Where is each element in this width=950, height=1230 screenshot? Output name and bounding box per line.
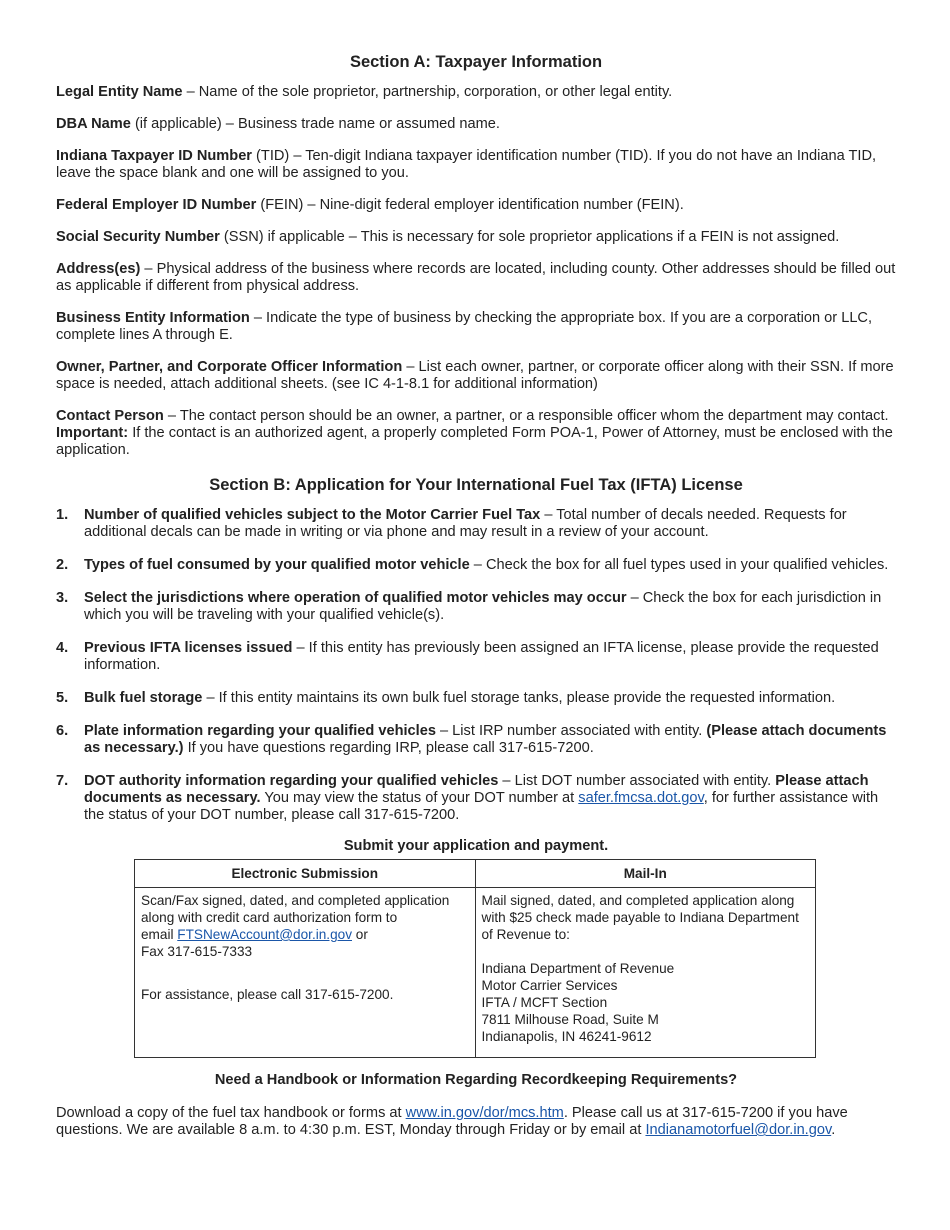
address-line: Indianapolis, IN 46241-9612: [481, 1029, 652, 1044]
list-item: [56, 640, 896, 674]
document-content: [56, 52, 896, 1154]
entry-fein: [56, 197, 896, 214]
list-item: [56, 557, 896, 574]
fax-number: Fax 317-615-7333: [141, 944, 253, 959]
entry-term: Legal Entity Name: [56, 84, 183, 100]
entry-important-note: [56, 425, 896, 459]
item-text-continued: You may view the status of your DOT number at: [260, 790, 579, 806]
electronic-submission-cell: [135, 888, 476, 1058]
submission-table: [134, 859, 816, 1058]
entry-term: Address(es): [56, 261, 141, 277]
entry-text: – Physical address of the business where records are located, including county. Other addresses should be filled out as applicable if different from physical address.: [56, 261, 896, 294]
handbook-title: Need a Handbook or Information Regarding Recordkeeping Requirements?: [214, 1072, 738, 1088]
item-text-end: , for further assistance with the status of your DOT number, please call 317-615-7200.: [84, 790, 879, 823]
entry-text: (TID) – Ten-digit Indiana taxpayer identification number (TID). If you do not have an Indiana TID, leave the space blank and one will be assigned to you.: [56, 148, 877, 181]
handbook-text-end: .: [831, 1122, 836, 1138]
item-term: Select the jurisdictions where operation of qualified motor vehicles may occur: [84, 590, 627, 606]
entry-text: If the contact is an authorized agent, a properly completed Form POA-1, Power of Attorney, must be enclosed with the application.: [56, 425, 893, 458]
handbook-text-middle: . Please call us at 317-615-7200 if you have questions. We are available 8 a.m. to 4:30 p.m. EST, Monday through Friday or by email at: [56, 1105, 848, 1138]
address-line: Motor Carrier Services: [481, 978, 618, 993]
item-text: – Check the box for all fuel types used in your qualified vehicles.: [469, 557, 889, 573]
spacer: [482, 943, 810, 960]
mail-instructions: Mail signed, dated, and completed application along with $25 check made payable to Indiana Department of Revenue to:: [481, 893, 799, 942]
item-term: Bulk fuel storage: [84, 690, 203, 706]
entry-dba-name: [56, 116, 896, 133]
motorfuel-email-link[interactable]: Indianamotorfuel@dor.in.gov: [645, 1122, 832, 1138]
table-row: [135, 888, 816, 1058]
item-text: – If this entity maintains its own bulk fuel storage tanks, please provide the requested information.: [202, 690, 836, 706]
mcs-website-link[interactable]: www.in.gov/dor/mcs.htm: [405, 1105, 564, 1121]
mail-in-header: Mail-In: [475, 860, 816, 888]
address-line: Indiana Department of Revenue: [481, 961, 675, 976]
item-term: Types of fuel consumed by your qualified motor vehicle: [84, 557, 470, 573]
address-line: 7811 Milhouse Road, Suite M: [481, 1012, 659, 1027]
list-item: [56, 507, 896, 541]
entry-text: (FEIN) – Nine-digit federal employer identification number (FEIN).: [256, 197, 684, 213]
item-term: Number of qualified vehicles subject to the Motor Carrier Fuel Tax: [84, 507, 541, 523]
handbook-text: [56, 1105, 896, 1139]
entry-term: Important:: [56, 425, 129, 441]
spacer: [141, 960, 469, 986]
item-text: – Check the box for each jurisdiction in which you will be traveling with your qualified vehicle(s).: [84, 590, 882, 623]
entry-term: Business Entity Information: [56, 310, 250, 326]
handbook-text-start: Download a copy of the fuel tax handbook or forms at: [56, 1105, 406, 1121]
item-number: 7.: [56, 773, 69, 789]
item-term: DOT authority information regarding your qualified vehicles: [84, 773, 499, 789]
assistance-text: For assistance, please call 317-615-7200.: [141, 987, 394, 1002]
entry-term: Social Security Number: [56, 229, 220, 245]
entry-text: (if applicable) – Business trade name or assumed name.: [130, 116, 500, 132]
item-bold-note: (Please attach documents as necessary.): [84, 723, 887, 756]
submit-title: Submit your application and payment.: [343, 838, 609, 854]
mail-in-cell: [475, 888, 816, 1058]
item-number: 1.: [56, 507, 69, 523]
entry-term: Contact Person: [56, 408, 164, 424]
entry-term: Federal Employer ID Number: [56, 197, 257, 213]
entry-text: – List each owner, partner, or corporate officer along with their SSN. If more space is needed, attach additional sheets. (see IC 4-1-8.1 for additional information): [56, 359, 894, 392]
email-line: [141, 926, 469, 943]
address-line: IFTA / MCFT Section: [481, 995, 608, 1010]
list-item: [56, 723, 896, 757]
entry-text: – Name of the sole proprietor, partnership, corporation, or other legal entity.: [182, 84, 673, 100]
item-term: Plate information regarding your qualified vehicles: [84, 723, 436, 739]
item-number: 5.: [56, 690, 69, 706]
entry-text: (SSN) if applicable – This is necessary for sole proprietor applications if a FEIN is not assigned.: [219, 229, 840, 245]
list-item: [56, 590, 896, 624]
email-suffix: or: [352, 927, 368, 942]
entry-ssn: [56, 229, 896, 246]
entry-term: Indiana Taxpayer ID Number: [56, 148, 252, 164]
entry-business-entity: [56, 310, 896, 344]
entry-text: – The contact person should be an owner, a partner, or a responsible officer whom the department may contact.: [163, 408, 889, 424]
table-header-row: [135, 860, 816, 888]
list-item: [56, 773, 896, 824]
item-text: – Total number of decals needed. Requests for additional decals can be made in writing or via phone and may result in a review of your account.: [84, 507, 847, 540]
item-number: 3.: [56, 590, 69, 606]
entry-legal-entity-name: [56, 84, 896, 101]
entry-term: Owner, Partner, and Corporate Officer Information: [56, 359, 403, 375]
item-number: 4.: [56, 640, 69, 656]
item-text-continued: If you have questions regarding IRP, please call 317-615-7200.: [183, 740, 594, 756]
item-bold-note: Please attach documents as necessary.: [84, 773, 869, 806]
email-prefix: email: [141, 927, 178, 942]
entry-text: – Indicate the type of business by checking the appropriate box. If you are a corporation or LLC, complete lines A through E.: [56, 310, 873, 343]
entry-contact-person: [56, 408, 896, 425]
item-term: Previous IFTA licenses issued: [84, 640, 293, 656]
section-b-title: Section B: Application for Your International Fuel Tax (IFTA) License: [209, 476, 743, 494]
list-item: [56, 690, 896, 707]
section-a-title: Section A: Taxpayer Information: [349, 53, 603, 71]
electronic-submission-header: Electronic Submission: [135, 860, 476, 888]
item-text: – List DOT number associated with entity.: [498, 773, 776, 789]
item-number: 2.: [56, 557, 69, 573]
safer-fmcsa-link[interactable]: safer.fmcsa.dot.gov: [578, 790, 704, 806]
entry-owner-partner-officer: [56, 359, 896, 393]
entry-addresses: [56, 261, 896, 295]
fts-email-link[interactable]: FTSNewAccount@dor.in.gov: [177, 927, 352, 942]
section-b-list: [56, 507, 896, 824]
item-number: 6.: [56, 723, 69, 739]
item-text: – List IRP number associated with entity.: [435, 723, 707, 739]
entry-term: DBA Name: [56, 116, 131, 132]
item-text: – If this entity has previously been assigned an IFTA license, please provide the requested information.: [84, 640, 879, 673]
entry-indiana-tid: [56, 148, 896, 182]
electronic-instructions: Scan/Fax signed, dated, and completed application along with credit card authorization form to: [141, 893, 450, 925]
